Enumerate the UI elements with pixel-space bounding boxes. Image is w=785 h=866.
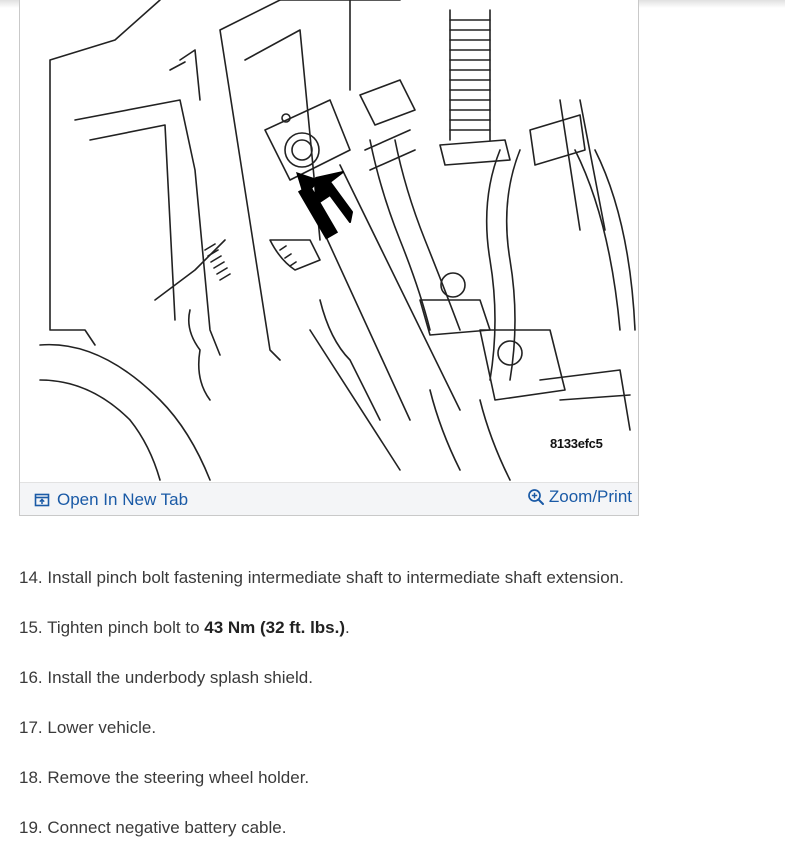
step-item [19,716,624,766]
zoom-in-icon [527,488,545,506]
step-item [19,666,624,716]
step-item [19,616,624,666]
figure-toolbar [20,482,638,515]
step-item [19,816,624,866]
figure-code: 8133efc5 [550,436,603,451]
line-drawing [20,0,638,482]
torque-spec: 43 Nm (32 ft. lbs.) [204,618,346,637]
instruction-steps [19,566,624,866]
zoom-print-label: Zoom/Print [548,487,632,506]
step-number: 15. [19,618,43,637]
step-text: Tighten pinch bolt to [47,618,205,637]
open-in-new-tab-link[interactable] [34,490,188,510]
open-in-new-tab-icon [34,492,50,508]
step-text: Remove the steering wheel holder. [47,768,310,787]
step-text: Install pinch bolt fastening intermediate shaft to intermediate shaft extension. [47,568,624,587]
step-number: 18. [19,768,43,787]
step-text: Connect negative battery cable. [47,818,287,837]
open-in-new-tab-label: Open In New Tab [57,490,189,509]
step-number: 14. [19,568,43,587]
zoom-print-link[interactable] [527,487,632,507]
step-text: Install the underbody splash shield. [47,668,313,687]
step-number: 16. [19,668,43,687]
step-item [19,566,624,616]
steering-shaft-diagram [20,0,638,482]
step-number: 17. [19,718,43,737]
figure-card [19,0,639,516]
step-number: 19. [19,818,43,837]
step-suffix: . [345,618,350,637]
step-text: Lower vehicle. [47,718,157,737]
step-item [19,766,624,816]
